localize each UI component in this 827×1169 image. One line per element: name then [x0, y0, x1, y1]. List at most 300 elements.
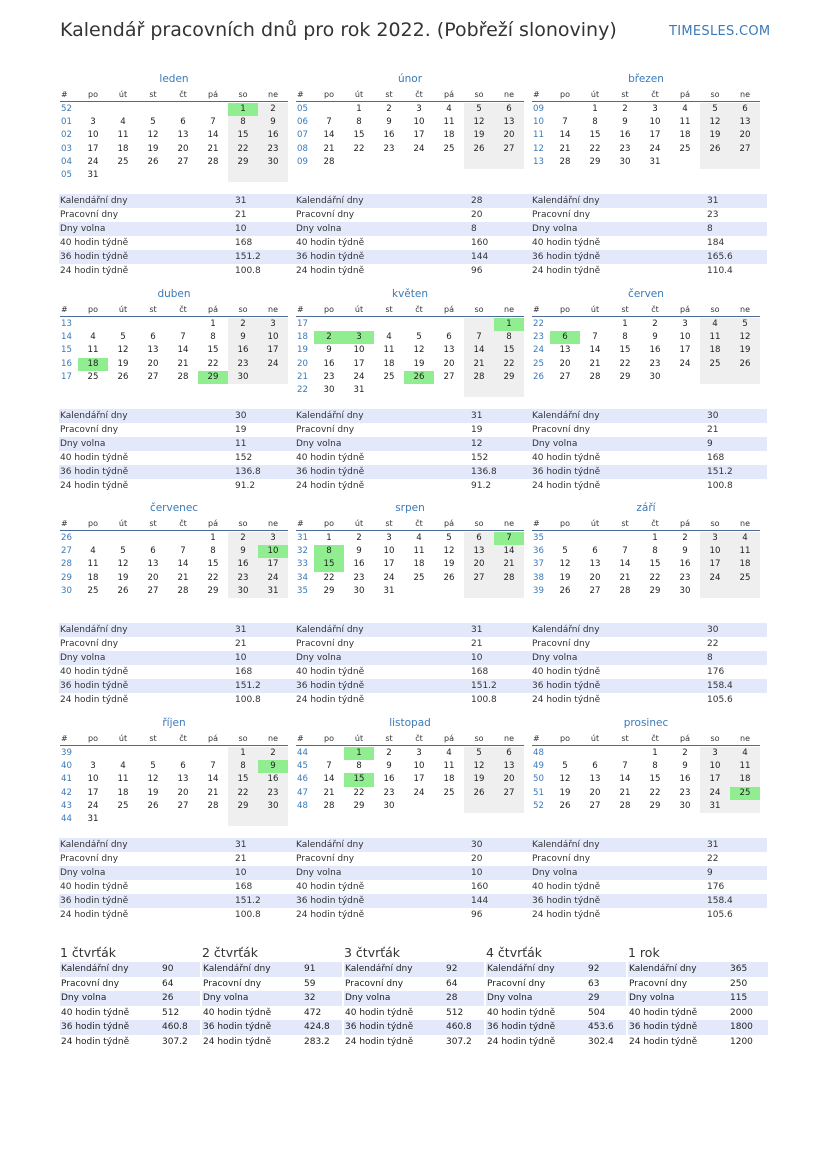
calendar-day[interactable]: 16 [323, 358, 335, 369]
calendar-day[interactable]: 5 [150, 761, 156, 772]
calendar-day[interactable]: 31 [649, 156, 661, 167]
calendar-day[interactable]: 9 [652, 332, 658, 343]
calendar-day[interactable]: 21 [323, 143, 335, 154]
calendar-day[interactable]: 1 [494, 318, 524, 331]
calendar-day[interactable]: 14 [619, 774, 631, 785]
calendar-day[interactable]: 22 [494, 358, 524, 371]
calendar-day[interactable]: 13 [494, 760, 524, 773]
calendar-day[interactable]: 9 [258, 116, 288, 129]
calendar-day[interactable]: 3 [386, 533, 392, 543]
calendar-day[interactable]: 14 [207, 130, 219, 141]
calendar-day[interactable]: 6 [150, 546, 156, 557]
calendar-day[interactable]: 31 [87, 169, 99, 180]
calendar-day[interactable]: 25 [443, 787, 455, 798]
calendar-day[interactable]: 8 [210, 546, 216, 557]
calendar-day[interactable]: 7 [464, 331, 494, 344]
calendar-day[interactable]: 28 [207, 156, 219, 167]
calendar-day[interactable]: 2 [228, 318, 258, 331]
calendar-day[interactable]: 12 [413, 345, 425, 356]
calendar-day[interactable]: 26 [559, 585, 571, 596]
calendar-day[interactable]: 26 [559, 800, 571, 811]
calendar-day[interactable]: 27 [147, 371, 159, 382]
calendar-day[interactable]: 25 [87, 585, 99, 596]
calendar-day[interactable]: 17 [258, 558, 288, 571]
calendar-day[interactable]: 19 [147, 787, 159, 798]
calendar-day[interactable]: 8 [228, 116, 258, 129]
calendar-day[interactable]: 30 [649, 371, 661, 382]
calendar-day[interactable]: 21 [559, 143, 571, 154]
calendar-day[interactable]: 12 [464, 116, 494, 129]
calendar-day[interactable]: 21 [177, 358, 189, 369]
calendar-day[interactable]: 20 [464, 558, 494, 571]
calendar-day[interactable]: 10 [700, 760, 730, 773]
calendar-day[interactable]: 1 [356, 104, 362, 114]
calendar-day[interactable]: 16 [383, 774, 395, 785]
calendar-day[interactable]: 24 [87, 800, 99, 811]
calendar-day[interactable]: 24 [679, 358, 691, 369]
calendar-day[interactable]: 13 [464, 545, 494, 558]
calendar-day[interactable]: 15 [649, 774, 661, 785]
calendar-day[interactable]: 12 [443, 546, 455, 557]
calendar-day[interactable]: 21 [619, 787, 631, 798]
calendar-day[interactable]: 13 [589, 774, 601, 785]
calendar-day[interactable]: 11 [730, 545, 760, 558]
calendar-day[interactable]: 30 [323, 384, 335, 395]
calendar-day[interactable]: 17 [679, 345, 691, 356]
calendar-day[interactable]: 14 [619, 559, 631, 570]
calendar-day[interactable]: 24 [700, 787, 730, 800]
calendar-day[interactable]: 29 [198, 371, 228, 384]
calendar-day[interactable]: 16 [383, 130, 395, 141]
calendar-day[interactable]: 20 [147, 358, 159, 369]
calendar-day[interactable]: 20 [730, 129, 760, 142]
calendar-day[interactable]: 13 [494, 116, 524, 129]
calendar-day[interactable]: 9 [326, 345, 332, 356]
calendar-day[interactable]: 25 [730, 787, 760, 800]
calendar-day[interactable]: 15 [649, 559, 661, 570]
calendar-day[interactable]: 14 [589, 345, 601, 356]
calendar-day[interactable]: 11 [730, 760, 760, 773]
calendar-day[interactable]: 29 [228, 156, 258, 169]
calendar-day[interactable]: 8 [494, 331, 524, 344]
calendar-day[interactable]: 23 [353, 572, 365, 583]
calendar-day[interactable]: 7 [326, 761, 332, 772]
calendar-day[interactable]: 12 [559, 559, 571, 570]
calendar-day[interactable]: 27 [730, 143, 760, 156]
calendar-day[interactable]: 15 [494, 344, 524, 357]
calendar-day[interactable]: 1 [652, 533, 658, 543]
calendar-day[interactable]: 16 [353, 559, 365, 570]
calendar-day[interactable]: 11 [700, 331, 730, 344]
calendar-day[interactable]: 10 [413, 117, 425, 128]
calendar-day[interactable]: 24 [413, 787, 425, 798]
calendar-day[interactable]: 19 [464, 129, 494, 142]
calendar-day[interactable]: 25 [117, 800, 129, 811]
calendar-day[interactable]: 27 [589, 585, 601, 596]
calendar-day[interactable]: 7 [562, 117, 568, 128]
calendar-day[interactable]: 1 [228, 103, 258, 116]
calendar-day[interactable]: 15 [619, 345, 631, 356]
calendar-day[interactable]: 28 [589, 371, 601, 382]
calendar-day[interactable]: 1 [228, 747, 258, 760]
calendar-day[interactable]: 21 [323, 787, 335, 798]
calendar-day[interactable]: 28 [494, 572, 524, 585]
calendar-day[interactable]: 4 [446, 104, 452, 114]
calendar-day[interactable]: 20 [177, 143, 189, 154]
calendar-day[interactable]: 3 [416, 748, 422, 758]
calendar-day[interactable]: 4 [730, 747, 760, 760]
calendar-day[interactable]: 4 [730, 532, 760, 545]
calendar-day[interactable]: 16 [258, 129, 288, 142]
calendar-day[interactable]: 1 [210, 533, 216, 543]
calendar-day[interactable]: 9 [622, 117, 628, 128]
calendar-day[interactable]: 24 [258, 572, 288, 585]
calendar-day[interactable]: 22 [207, 358, 219, 369]
calendar-day[interactable]: 27 [494, 143, 524, 156]
calendar-day[interactable]: 7 [180, 332, 186, 343]
calendar-day[interactable]: 16 [679, 774, 691, 785]
calendar-day[interactable]: 26 [117, 585, 129, 596]
calendar-day[interactable]: 17 [700, 558, 730, 571]
calendar-day[interactable]: 23 [679, 572, 691, 583]
calendar-day[interactable]: 17 [87, 787, 99, 798]
calendar-day[interactable]: 23 [383, 787, 395, 798]
calendar-day[interactable]: 29 [494, 371, 524, 384]
calendar-day[interactable]: 4 [446, 748, 452, 758]
calendar-day[interactable]: 5 [562, 761, 568, 772]
calendar-day[interactable]: 3 [258, 532, 288, 545]
calendar-day[interactable]: 9 [228, 545, 258, 558]
calendar-day[interactable]: 19 [700, 129, 730, 142]
calendar-day[interactable]: 18 [413, 559, 425, 570]
calendar-day[interactable]: 14 [559, 130, 571, 141]
calendar-day[interactable]: 29 [353, 800, 365, 811]
calendar-day[interactable]: 30 [228, 371, 258, 384]
calendar-day[interactable]: 21 [207, 143, 219, 154]
calendar-day[interactable]: 24 [353, 371, 365, 382]
calendar-day[interactable]: 17 [258, 344, 288, 357]
calendar-day[interactable]: 11 [679, 117, 691, 128]
calendar-day[interactable]: 18 [383, 358, 395, 369]
calendar-day[interactable]: 17 [353, 358, 365, 369]
calendar-day[interactable]: 15 [589, 130, 601, 141]
calendar-day[interactable]: 8 [652, 761, 658, 772]
calendar-day[interactable]: 6 [446, 332, 452, 343]
calendar-day[interactable]: 9 [682, 761, 688, 772]
calendar-day[interactable]: 15 [228, 773, 258, 786]
calendar-day[interactable]: 15 [207, 345, 219, 356]
calendar-day[interactable]: 2 [682, 533, 688, 543]
calendar-day[interactable]: 20 [177, 787, 189, 798]
calendar-day[interactable]: 26 [404, 371, 434, 384]
calendar-day[interactable]: 28 [464, 371, 494, 384]
calendar-day[interactable]: 5 [150, 117, 156, 128]
calendar-day[interactable]: 10 [353, 345, 365, 356]
calendar-day[interactable]: 20 [443, 358, 455, 369]
calendar-day[interactable]: 8 [652, 546, 658, 557]
calendar-day[interactable]: 31 [700, 800, 730, 813]
calendar-day[interactable]: 20 [589, 572, 601, 583]
calendar-day[interactable]: 26 [730, 358, 760, 371]
calendar-day[interactable]: 5 [446, 533, 452, 543]
calendar-day[interactable]: 22 [207, 572, 219, 583]
calendar-day[interactable]: 7 [622, 761, 628, 772]
calendar-day[interactable]: 4 [682, 104, 688, 114]
calendar-day[interactable]: 4 [386, 332, 392, 343]
calendar-day[interactable]: 21 [464, 358, 494, 371]
calendar-day[interactable]: 26 [147, 156, 159, 167]
calendar-day[interactable]: 3 [416, 104, 422, 114]
calendar-day[interactable]: 19 [117, 572, 129, 583]
calendar-day[interactable]: 19 [443, 559, 455, 570]
calendar-day[interactable]: 18 [443, 130, 455, 141]
calendar-day[interactable]: 30 [353, 585, 365, 596]
calendar-day[interactable]: 22 [589, 143, 601, 154]
calendar-day[interactable]: 3 [700, 532, 730, 545]
calendar-day[interactable]: 15 [207, 559, 219, 570]
calendar-day[interactable]: 8 [622, 332, 628, 343]
calendar-day[interactable]: 22 [228, 787, 258, 800]
calendar-day[interactable]: 7 [622, 546, 628, 557]
brand-link[interactable]: TIMESLES.COM [669, 24, 771, 39]
calendar-day[interactable]: 1 [344, 747, 374, 760]
calendar-day[interactable]: 16 [228, 344, 258, 357]
calendar-day[interactable]: 19 [559, 787, 571, 798]
calendar-day[interactable]: 2 [386, 104, 392, 114]
calendar-day[interactable]: 23 [228, 572, 258, 585]
calendar-day[interactable]: 7 [180, 546, 186, 557]
calendar-day[interactable]: 8 [314, 545, 344, 558]
calendar-day[interactable]: 13 [177, 130, 189, 141]
calendar-day[interactable]: 1 [622, 319, 628, 329]
calendar-day[interactable]: 27 [443, 371, 455, 382]
calendar-day[interactable]: 13 [559, 345, 571, 356]
calendar-day[interactable]: 16 [679, 559, 691, 570]
calendar-day[interactable]: 15 [314, 558, 344, 571]
calendar-day[interactable]: 5 [464, 747, 494, 760]
calendar-day[interactable]: 30 [228, 585, 258, 598]
calendar-day[interactable]: 18 [679, 130, 691, 141]
calendar-day[interactable]: 6 [150, 332, 156, 343]
calendar-day[interactable]: 13 [147, 559, 159, 570]
calendar-day[interactable]: 2 [258, 747, 288, 760]
calendar-day[interactable]: 19 [413, 358, 425, 369]
calendar-day[interactable]: 17 [700, 773, 730, 786]
calendar-day[interactable]: 11 [117, 130, 129, 141]
calendar-day[interactable]: 28 [619, 800, 631, 811]
calendar-day[interactable]: 14 [464, 344, 494, 357]
calendar-day[interactable]: 9 [356, 546, 362, 557]
calendar-day[interactable]: 23 [383, 143, 395, 154]
calendar-day[interactable]: 21 [619, 572, 631, 583]
calendar-day[interactable]: 5 [464, 103, 494, 116]
calendar-day[interactable]: 10 [87, 130, 99, 141]
calendar-day[interactable]: 27 [559, 371, 571, 382]
calendar-day[interactable]: 14 [323, 130, 335, 141]
calendar-day[interactable]: 15 [353, 130, 365, 141]
calendar-day[interactable]: 30 [679, 585, 691, 596]
calendar-day[interactable]: 28 [559, 156, 571, 167]
calendar-day[interactable]: 13 [177, 774, 189, 785]
calendar-day[interactable]: 18 [78, 358, 108, 371]
calendar-day[interactable]: 25 [700, 358, 730, 371]
calendar-day[interactable]: 25 [383, 371, 395, 382]
calendar-day[interactable]: 4 [416, 533, 422, 543]
calendar-day[interactable]: 10 [383, 546, 395, 557]
calendar-day[interactable]: 17 [413, 774, 425, 785]
calendar-day[interactable]: 27 [177, 800, 189, 811]
calendar-day[interactable]: 26 [147, 800, 159, 811]
calendar-day[interactable]: 22 [619, 358, 631, 369]
calendar-day[interactable]: 31 [383, 585, 395, 596]
calendar-day[interactable]: 30 [383, 800, 395, 811]
calendar-day[interactable]: 23 [619, 143, 631, 154]
calendar-day[interactable]: 7 [494, 532, 524, 545]
calendar-day[interactable]: 26 [700, 143, 730, 156]
calendar-day[interactable]: 8 [592, 117, 598, 128]
calendar-day[interactable]: 24 [413, 143, 425, 154]
calendar-day[interactable]: 13 [730, 116, 760, 129]
calendar-day[interactable]: 15 [344, 773, 374, 786]
calendar-day[interactable]: 4 [120, 117, 126, 128]
calendar-day[interactable]: 17 [649, 130, 661, 141]
calendar-day[interactable]: 4 [90, 332, 96, 343]
calendar-day[interactable]: 30 [258, 156, 288, 169]
calendar-day[interactable]: 14 [323, 774, 335, 785]
calendar-day[interactable]: 4 [700, 318, 730, 331]
calendar-day[interactable]: 20 [559, 358, 571, 369]
calendar-day[interactable]: 21 [494, 558, 524, 571]
calendar-day[interactable]: 31 [353, 384, 365, 395]
calendar-day[interactable]: 23 [228, 358, 258, 371]
calendar-day[interactable]: 11 [413, 546, 425, 557]
calendar-day[interactable]: 25 [117, 156, 129, 167]
calendar-day[interactable]: 27 [494, 787, 524, 800]
calendar-day[interactable]: 19 [730, 344, 760, 357]
calendar-day[interactable]: 12 [117, 345, 129, 356]
calendar-day[interactable]: 11 [383, 345, 395, 356]
calendar-day[interactable]: 7 [326, 117, 332, 128]
calendar-day[interactable]: 28 [323, 156, 335, 167]
calendar-day[interactable]: 16 [228, 558, 258, 571]
calendar-day[interactable]: 5 [120, 546, 126, 557]
calendar-day[interactable]: 23 [323, 371, 335, 382]
calendar-day[interactable]: 5 [730, 318, 760, 331]
calendar-day[interactable]: 11 [443, 761, 455, 772]
calendar-day[interactable]: 31 [258, 585, 288, 598]
calendar-day[interactable]: 29 [589, 156, 601, 167]
calendar-day[interactable]: 5 [416, 332, 422, 343]
calendar-day[interactable]: 2 [356, 533, 362, 543]
calendar-day[interactable]: 30 [258, 800, 288, 813]
calendar-day[interactable]: 13 [443, 345, 455, 356]
calendar-day[interactable]: 19 [559, 572, 571, 583]
calendar-day[interactable]: 25 [679, 143, 691, 154]
calendar-day[interactable]: 26 [464, 143, 494, 156]
calendar-day[interactable]: 4 [120, 761, 126, 772]
calendar-day[interactable]: 26 [464, 787, 494, 800]
calendar-day[interactable]: 11 [87, 559, 99, 570]
calendar-day[interactable]: 2 [228, 532, 258, 545]
calendar-day[interactable]: 2 [258, 103, 288, 116]
calendar-day[interactable]: 3 [700, 747, 730, 760]
calendar-day[interactable]: 21 [589, 358, 601, 369]
calendar-day[interactable]: 12 [730, 331, 760, 344]
calendar-day[interactable]: 10 [700, 545, 730, 558]
calendar-day[interactable]: 22 [228, 143, 258, 156]
calendar-day[interactable]: 29 [649, 585, 661, 596]
calendar-day[interactable]: 6 [730, 103, 760, 116]
calendar-day[interactable]: 18 [443, 774, 455, 785]
calendar-day[interactable]: 21 [177, 572, 189, 583]
calendar-day[interactable]: 6 [494, 103, 524, 116]
calendar-day[interactable]: 16 [649, 345, 661, 356]
calendar-day[interactable]: 23 [649, 358, 661, 369]
calendar-day[interactable]: 14 [177, 559, 189, 570]
calendar-day[interactable]: 11 [443, 117, 455, 128]
calendar-day[interactable]: 11 [87, 345, 99, 356]
calendar-day[interactable]: 29 [323, 585, 335, 596]
calendar-day[interactable]: 12 [117, 559, 129, 570]
calendar-day[interactable]: 3 [682, 319, 688, 329]
calendar-day[interactable]: 24 [383, 572, 395, 583]
calendar-day[interactable]: 3 [258, 318, 288, 331]
calendar-day[interactable]: 25 [443, 143, 455, 154]
calendar-day[interactable]: 12 [700, 116, 730, 129]
calendar-day[interactable]: 21 [207, 787, 219, 798]
calendar-day[interactable]: 27 [589, 800, 601, 811]
calendar-day[interactable]: 22 [353, 143, 365, 154]
calendar-day[interactable]: 15 [228, 129, 258, 142]
calendar-day[interactable]: 12 [147, 774, 159, 785]
calendar-day[interactable]: 18 [117, 787, 129, 798]
calendar-day[interactable]: 16 [258, 773, 288, 786]
calendar-day[interactable]: 28 [177, 371, 189, 382]
calendar-day[interactable]: 4 [90, 546, 96, 557]
calendar-day[interactable]: 24 [258, 358, 288, 371]
calendar-day[interactable]: 6 [592, 546, 598, 557]
calendar-day[interactable]: 10 [258, 545, 288, 558]
calendar-day[interactable]: 1 [652, 748, 658, 758]
calendar-day[interactable]: 12 [147, 130, 159, 141]
calendar-day[interactable]: 19 [147, 143, 159, 154]
calendar-day[interactable]: 18 [117, 143, 129, 154]
calendar-day[interactable]: 25 [87, 371, 99, 382]
calendar-day[interactable]: 27 [177, 156, 189, 167]
calendar-day[interactable]: 2 [682, 748, 688, 758]
calendar-day[interactable]: 27 [464, 572, 494, 585]
calendar-day[interactable]: 19 [464, 773, 494, 786]
calendar-day[interactable]: 13 [589, 559, 601, 570]
calendar-day[interactable]: 28 [177, 585, 189, 596]
calendar-day[interactable]: 1 [326, 533, 332, 543]
calendar-day[interactable]: 24 [87, 156, 99, 167]
calendar-day[interactable]: 9 [386, 117, 392, 128]
calendar-day[interactable]: 6 [550, 331, 580, 344]
calendar-day[interactable]: 12 [559, 774, 571, 785]
calendar-day[interactable]: 22 [649, 787, 661, 798]
calendar-day[interactable]: 25 [730, 572, 760, 585]
calendar-day[interactable]: 10 [87, 774, 99, 785]
calendar-day[interactable]: 6 [464, 532, 494, 545]
calendar-day[interactable]: 29 [649, 800, 661, 811]
calendar-day[interactable]: 30 [619, 156, 631, 167]
calendar-day[interactable]: 2 [386, 748, 392, 758]
calendar-day[interactable]: 3 [652, 104, 658, 114]
calendar-day[interactable]: 11 [117, 774, 129, 785]
calendar-day[interactable]: 10 [679, 332, 691, 343]
calendar-day[interactable]: 5 [562, 546, 568, 557]
